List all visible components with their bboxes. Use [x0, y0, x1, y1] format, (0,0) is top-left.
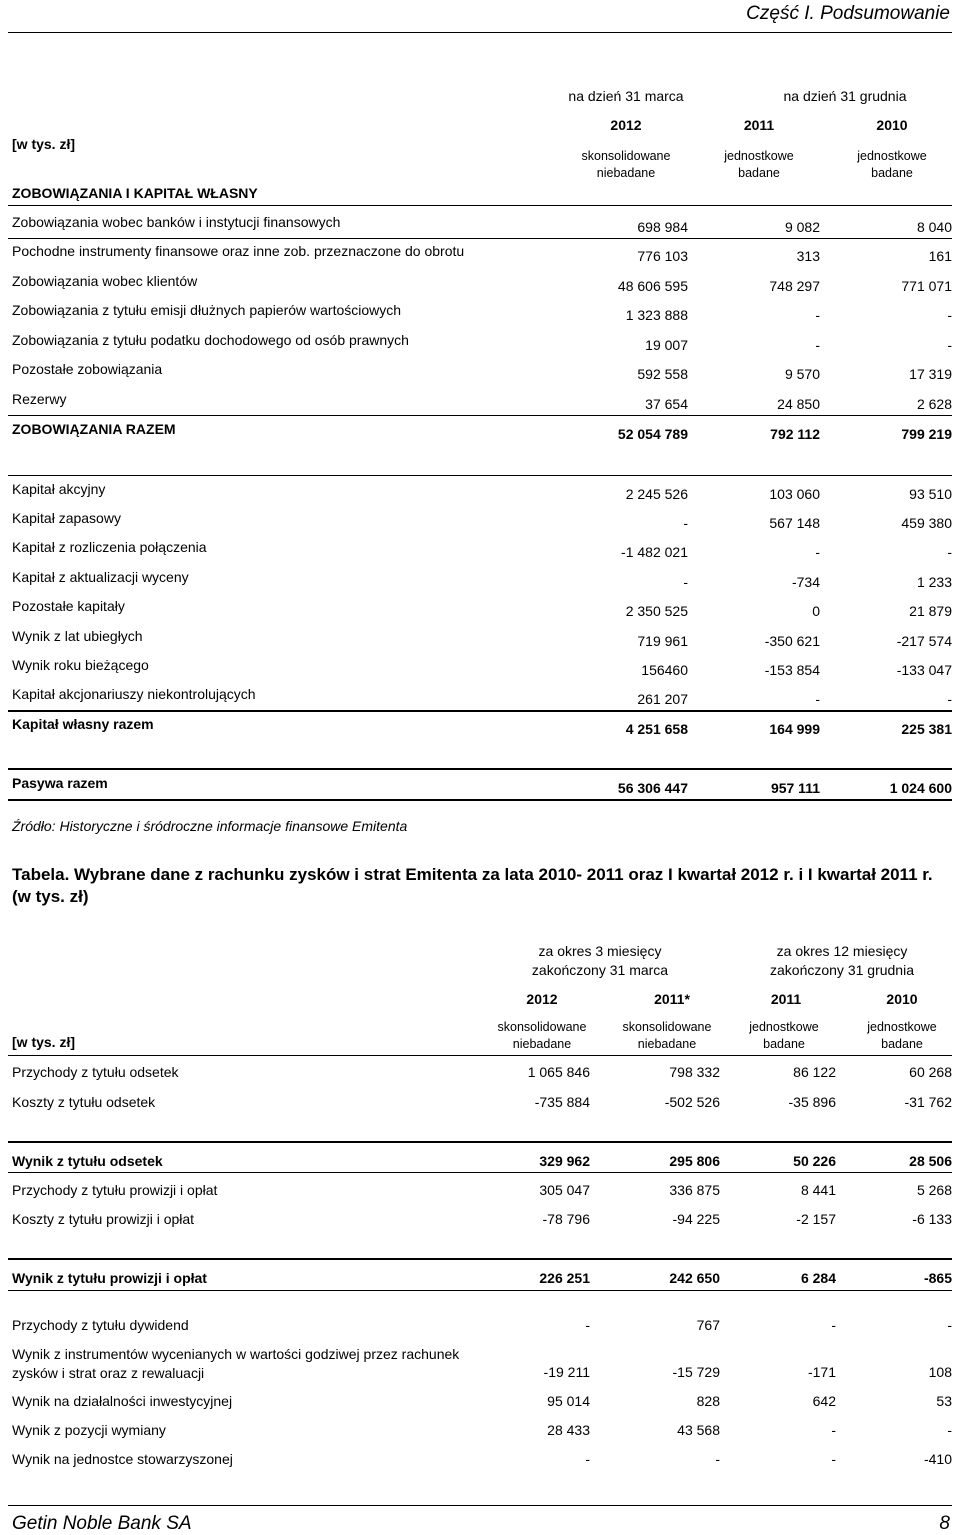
table-row: Wynik na jednostce stowarzyszonej - - - -410: [12, 1451, 952, 1467]
year-col-1: 2012: [526, 991, 558, 1007]
divider: [8, 1290, 952, 1291]
table-row: Zobowiązania wobec banków i instytucji finansowych 698 984 9 082 8 040: [12, 214, 952, 235]
pl-col-sub-3: jednostkowe badane: [749, 1020, 819, 1051]
table-row: Zobowiązania wobec klientów 48 606 595 748 297 771 071: [12, 273, 952, 294]
table-row: Przychody z tytułu odsetek 1 065 846 798 332 86 122 60 268: [12, 1064, 952, 1080]
year-col-2: 2011*: [654, 991, 690, 1007]
table-row: Pochodne instrumenty finansowe oraz inne zob. przeznaczone do obrotu 776 103 313 161: [12, 243, 952, 264]
table-row: Zobowiązania z tytułu podatku dochodowego od osób prawnych 19 007 - -: [12, 332, 952, 353]
divider: [8, 475, 952, 476]
unit-label: [w tys. zł]: [12, 136, 76, 152]
col-period-3m: za okres 3 miesięcy zakończony 31 marca: [531, 943, 669, 978]
footer-divider: [8, 1505, 952, 1506]
col-date-december: na dzień 31 grudnia: [783, 88, 907, 104]
table-row: Wynik z instrumentów wycenianych w wartości godziwej przez rachunek zysków i strat oraz z rewaluacji -19 211 -15 729 -171 108: [12, 1346, 952, 1381]
divider: [8, 710, 952, 712]
pl-col-sub-4: jednostkowe badane: [867, 1020, 937, 1051]
table-row: Rezerwy 37 654 24 850 2 628: [12, 391, 952, 412]
table-row: Przychody z tytułu prowizji i opłat 305 047 336 875 8 441 5 268: [12, 1182, 952, 1198]
table-row: Kapitał zapasowy - 567 148 459 380: [12, 510, 952, 531]
divider: [8, 415, 952, 416]
divider: [8, 1172, 952, 1173]
table-row: Kapitał z rozliczenia połączenia -1 482 021 - -: [12, 539, 952, 560]
pl-col-sub-2: skonsolidowane niebadane: [622, 1020, 712, 1051]
divider: [8, 238, 952, 239]
table-title: Tabela. Wybrane dane z rachunku zysków i strat Emitenta za lata 2010- 2011 oraz I kwartał 2012 r. i I kwartał 2011 r. (w tys. zł): [12, 865, 933, 906]
table-row: Koszty z tytułu prowizji i opłat -78 796 -94 225 -2 157 -6 133: [12, 1211, 952, 1227]
year-col-4: 2010: [886, 991, 918, 1007]
page-header-title: Część I. Podsumowanie: [746, 3, 950, 24]
divider: [8, 205, 952, 206]
year-col-3: 2011: [770, 991, 802, 1007]
table-row: Wynik z pozycji wymiany 28 433 43 568 - -: [12, 1422, 952, 1438]
source-note: Źródło: Historyczne i śródroczne informacje finansowe Emitenta: [12, 818, 408, 834]
table-row: Wynik na działalności inwestycyjnej 95 014 828 642 53: [12, 1393, 952, 1409]
col-period-12m: za okres 12 miesięcy zakończony 31 grudnia: [770, 943, 914, 978]
total-row-equity: Kapitał własny razem 4 251 658 164 999 225 381: [12, 716, 952, 737]
divider: [8, 768, 952, 770]
table-row: Wynik z lat ubiegłych 719 961 -350 621 -217 574: [12, 628, 952, 649]
table-row: Wynik roku bieżącego 156460 -153 854 -133 047: [12, 657, 952, 678]
table-row: Kapitał akcjonariuszy niekontrolujących 261 207 - -: [12, 686, 952, 707]
page-number: 8: [939, 1513, 950, 1534]
divider: [8, 1258, 952, 1260]
table-row: Pozostałe kapitały 2 350 525 0 21 879: [12, 598, 952, 619]
col-sub-3: jednostkowe badane: [857, 149, 927, 180]
total-row-liabilities-equity: Pasywa razem 56 306 447 957 111 1 024 600: [12, 775, 952, 796]
pl-col-sub-1: skonsolidowane niebadane: [497, 1020, 587, 1051]
table-row: Przychody z tytułu dywidend - 767 - -: [12, 1317, 952, 1333]
divider: [8, 1055, 952, 1056]
col-sub-1: skonsolidowane niebadane: [581, 149, 671, 180]
divider: [8, 1141, 952, 1143]
footer-company: Getin Noble Bank SA: [12, 1513, 192, 1534]
table-row: Kapitał akcyjny 2 245 526 103 060 93 510: [12, 481, 952, 502]
year-2012: 2012: [610, 117, 642, 133]
total-row-liabilities: ZOBOWIĄZANIA RAZEM 52 054 789 792 112 799 219: [12, 421, 952, 442]
table-row: Kapitał z aktualizacji wyceny - -734 1 233: [12, 569, 952, 590]
section-title: ZOBOWIĄZANIA I KAPITAŁ WŁASNY: [12, 185, 258, 201]
table-row: Zobowiązania z tytułu emisji dłużnych papierów wartościowych 1 323 888 - -: [12, 302, 952, 323]
col-sub-2: jednostkowe badane: [724, 149, 794, 180]
pl-unit-label: [w tys. zł]: [12, 1034, 76, 1050]
table-row: Wynik z tytułu odsetek 329 962 295 806 50 226 28 506: [12, 1153, 952, 1169]
divider: [8, 799, 952, 801]
year-2010: 2010: [876, 117, 908, 133]
table-row: Pozostałe zobowiązania 592 558 9 570 17 319: [12, 361, 952, 382]
table-row: Koszty z tytułu odsetek -735 884 -502 526 -35 896 -31 762: [12, 1094, 952, 1110]
header-divider: [8, 32, 952, 33]
col-date-march: na dzień 31 marca: [568, 88, 684, 104]
year-2011: 2011: [743, 117, 775, 133]
table-row: Wynik z tytułu prowizji i opłat 226 251 242 650 6 284 -865: [12, 1270, 952, 1286]
